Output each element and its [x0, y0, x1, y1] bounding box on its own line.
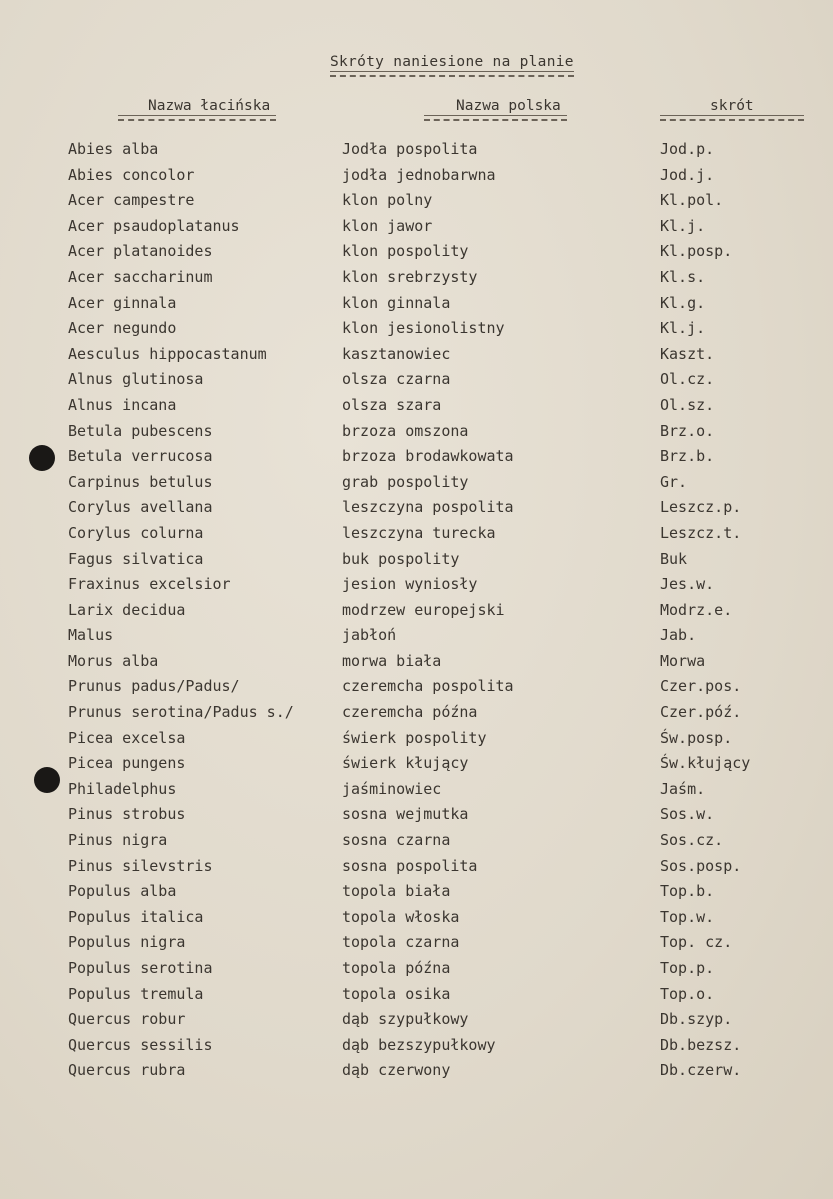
- table-row: [0, 166, 833, 192]
- polish-name: olsza czarna: [342, 370, 451, 389]
- latin-name: Acer campestre: [68, 191, 195, 210]
- abbreviation: Kl.s.: [660, 267, 706, 286]
- abbreviation: Top.o.: [660, 984, 715, 1003]
- abbreviation: Kl.pol.: [660, 191, 724, 210]
- polish-name: modrzew europejski: [342, 600, 505, 619]
- punch-hole: [29, 445, 55, 471]
- latin-name: Aesculus hippocastanum: [68, 344, 267, 363]
- polish-name: klon jesionolistny: [342, 319, 505, 338]
- abbreviation: Kl.g.: [660, 293, 706, 312]
- table-row: [0, 882, 833, 908]
- polish-name: leszczyna pospolita: [342, 498, 514, 517]
- polish-name: klon srebrzysty: [342, 267, 478, 286]
- table-row: [0, 370, 833, 396]
- polish-name: klon jawor: [342, 216, 433, 235]
- polish-name: sosna wejmutka: [342, 805, 469, 824]
- table-row: [0, 1036, 833, 1062]
- abbreviation: Sos.posp.: [660, 856, 742, 875]
- abbreviation: Db.czerw.: [660, 1061, 742, 1080]
- polish-name: topola późna: [342, 959, 451, 977]
- latin-name: Larix decidua: [68, 600, 186, 619]
- table-row: [0, 217, 833, 243]
- latin-name: Acer saccharinum: [68, 267, 213, 286]
- header-latin-name: Nazwa łacińska: [118, 98, 276, 116]
- table-row: [0, 473, 833, 499]
- species-table: [0, 140, 833, 1087]
- table-row: [0, 754, 833, 780]
- latin-name: Populus italica: [68, 907, 204, 926]
- latin-name: Quercus rubra: [68, 1061, 186, 1080]
- polish-name: topola czarna: [342, 933, 460, 952]
- punch-hole: [34, 767, 60, 793]
- table-row: [0, 242, 833, 268]
- latin-name: Picea pungens: [68, 754, 186, 773]
- latin-name: Acer ginnala: [68, 293, 177, 312]
- abbreviation: Buk: [660, 549, 688, 568]
- abbreviation: Sos.w.: [660, 805, 715, 824]
- abbreviation: Jaśm.: [660, 779, 706, 798]
- polish-name: świerk kłujący: [342, 754, 469, 773]
- table-row: [0, 652, 833, 678]
- table-row: [0, 550, 833, 576]
- polish-name: leszczyna turecka: [342, 523, 496, 542]
- polish-name: dąb bezszypułkowy: [342, 1035, 496, 1054]
- polish-name: jodła jednobarwna: [342, 165, 496, 184]
- polish-name: dąb szypułkowy: [342, 1010, 469, 1029]
- latin-name: Malus: [68, 626, 114, 645]
- abbreviation: Sos.cz.: [660, 831, 724, 850]
- table-row: [0, 191, 833, 217]
- polish-name: topola osika: [342, 984, 451, 1003]
- table-row: [0, 294, 833, 320]
- table-row: [0, 319, 833, 345]
- abbreviation: Kl.j.: [660, 319, 706, 338]
- abbreviation: Kl.posp.: [660, 242, 733, 261]
- polish-name: klon pospolity: [342, 242, 469, 261]
- header-polish-name: Nazwa polska: [424, 98, 567, 116]
- polish-name: topola włoska: [342, 907, 460, 926]
- table-row: [0, 396, 833, 422]
- abbreviation: Jab.: [660, 626, 697, 645]
- header-abbreviation: skrót: [660, 98, 804, 116]
- table-row: [0, 140, 833, 166]
- abbreviation: Kaszt.: [660, 344, 715, 363]
- table-row: [0, 345, 833, 371]
- abbreviation: Top. cz.: [660, 933, 733, 952]
- table-row: [0, 1010, 833, 1036]
- table-row: [0, 933, 833, 959]
- abbreviation: Kl.j.: [660, 216, 706, 235]
- abbreviation: Morwa: [660, 651, 706, 670]
- polish-name: jesion wyniosły: [342, 575, 478, 594]
- latin-name: Prunus serotina/Padus s./: [68, 703, 294, 722]
- abbreviation: Czer.póź.: [660, 703, 742, 722]
- polish-name: olsza szara: [342, 395, 442, 414]
- latin-name: Quercus robur: [68, 1010, 186, 1029]
- polish-name: klon ginnala: [342, 293, 451, 312]
- polish-name: sosna czarna: [342, 831, 451, 850]
- latin-name: Pinus nigra: [68, 831, 168, 850]
- abbreviation: Leszcz.t.: [660, 523, 742, 542]
- latin-name: Corylus colurna: [68, 523, 204, 542]
- table-row: [0, 729, 833, 755]
- polish-name: grab pospolity: [342, 472, 469, 491]
- polish-name: buk pospolity: [342, 549, 460, 568]
- abbreviation: Leszcz.p.: [660, 498, 742, 517]
- table-row: [0, 447, 833, 473]
- polish-name: morwa biała: [342, 651, 442, 670]
- polish-name: sosna pospolita: [342, 856, 478, 875]
- latin-name: Abies concolor: [68, 165, 195, 184]
- polish-name: świerk pospolity: [342, 728, 487, 747]
- table-row: [0, 857, 833, 883]
- latin-name: Populus alba: [68, 882, 177, 901]
- table-row: [0, 959, 833, 985]
- table-row: [0, 498, 833, 524]
- table-row: [0, 985, 833, 1011]
- table-row: [0, 524, 833, 550]
- table-row: [0, 422, 833, 448]
- table-row: [0, 780, 833, 806]
- latin-name: Populus serotina: [68, 959, 213, 977]
- latin-name: Corylus avellana: [68, 498, 213, 517]
- abbreviation: Czer.pos.: [660, 677, 742, 696]
- polish-name: topola biała: [342, 882, 451, 901]
- latin-name: Morus alba: [68, 651, 159, 670]
- latin-name: Pinus silevstris: [68, 856, 213, 875]
- abbreviation: Top.w.: [660, 907, 715, 926]
- abbreviation: Ol.sz.: [660, 395, 715, 414]
- abbreviation: Top.b.: [660, 882, 715, 901]
- polish-name: dąb czerwony: [342, 1061, 451, 1080]
- abbreviation: Jod.p.: [660, 140, 715, 158]
- latin-name: Picea excelsa: [68, 728, 186, 747]
- abbreviation: Db.szyp.: [660, 1010, 733, 1029]
- latin-name: Acer platanoides: [68, 242, 213, 261]
- polish-name: Jodła pospolita: [342, 140, 478, 158]
- abbreviation: Jod.j.: [660, 165, 715, 184]
- latin-name: Populus nigra: [68, 933, 186, 952]
- latin-name: Carpinus betulus: [68, 472, 213, 491]
- table-row: [0, 1061, 833, 1087]
- latin-name: Prunus padus/Padus/: [68, 677, 240, 696]
- table-row: [0, 626, 833, 652]
- polish-name: czeremcha pospolita: [342, 677, 514, 696]
- abbreviation: Top.p.: [660, 959, 715, 977]
- abbreviation: Brz.o.: [660, 421, 715, 440]
- table-row: [0, 703, 833, 729]
- polish-name: czeremcha późna: [342, 703, 478, 722]
- table-row: [0, 601, 833, 627]
- latin-name: Acer psaudoplatanus: [68, 216, 240, 235]
- latin-name: Betula pubescens: [68, 421, 213, 440]
- latin-name: Fraxinus excelsior: [68, 575, 231, 594]
- polish-name: jaśminowiec: [342, 779, 442, 798]
- latin-name: Quercus sessilis: [68, 1035, 213, 1054]
- table-row: [0, 268, 833, 294]
- abbreviation: Gr.: [660, 472, 688, 491]
- latin-name: Abies alba: [68, 140, 159, 158]
- polish-name: brzoza brodawkowata: [342, 447, 514, 466]
- latin-name: Philadelphus: [68, 779, 177, 798]
- abbreviation: Św.kłujący: [660, 754, 751, 773]
- latin-name: Fagus silvatica: [68, 549, 204, 568]
- table-row: [0, 805, 833, 831]
- latin-name: Betula verrucosa: [68, 447, 213, 466]
- table-row: [0, 677, 833, 703]
- abbreviation: Modrz.e.: [660, 600, 733, 619]
- abbreviation: Ol.cz.: [660, 370, 715, 389]
- polish-name: jabłoń: [342, 626, 397, 645]
- latin-name: Acer negundo: [68, 319, 177, 338]
- polish-name: klon polny: [342, 191, 433, 210]
- latin-name: Pinus strobus: [68, 805, 186, 824]
- latin-name: Alnus incana: [68, 395, 177, 414]
- latin-name: Populus tremula: [68, 984, 204, 1003]
- table-row: [0, 575, 833, 601]
- abbreviation: Jes.w.: [660, 575, 715, 594]
- table-row: [0, 908, 833, 934]
- polish-name: brzoza omszona: [342, 421, 469, 440]
- latin-name: Alnus glutinosa: [68, 370, 204, 389]
- document-title: Skróty naniesione na planie: [330, 54, 574, 70]
- polish-name: kasztanowiec: [342, 344, 451, 363]
- abbreviation: Św.posp.: [660, 728, 733, 747]
- table-row: [0, 831, 833, 857]
- abbreviation: Brz.b.: [660, 447, 715, 466]
- abbreviation: Db.bezsz.: [660, 1035, 742, 1054]
